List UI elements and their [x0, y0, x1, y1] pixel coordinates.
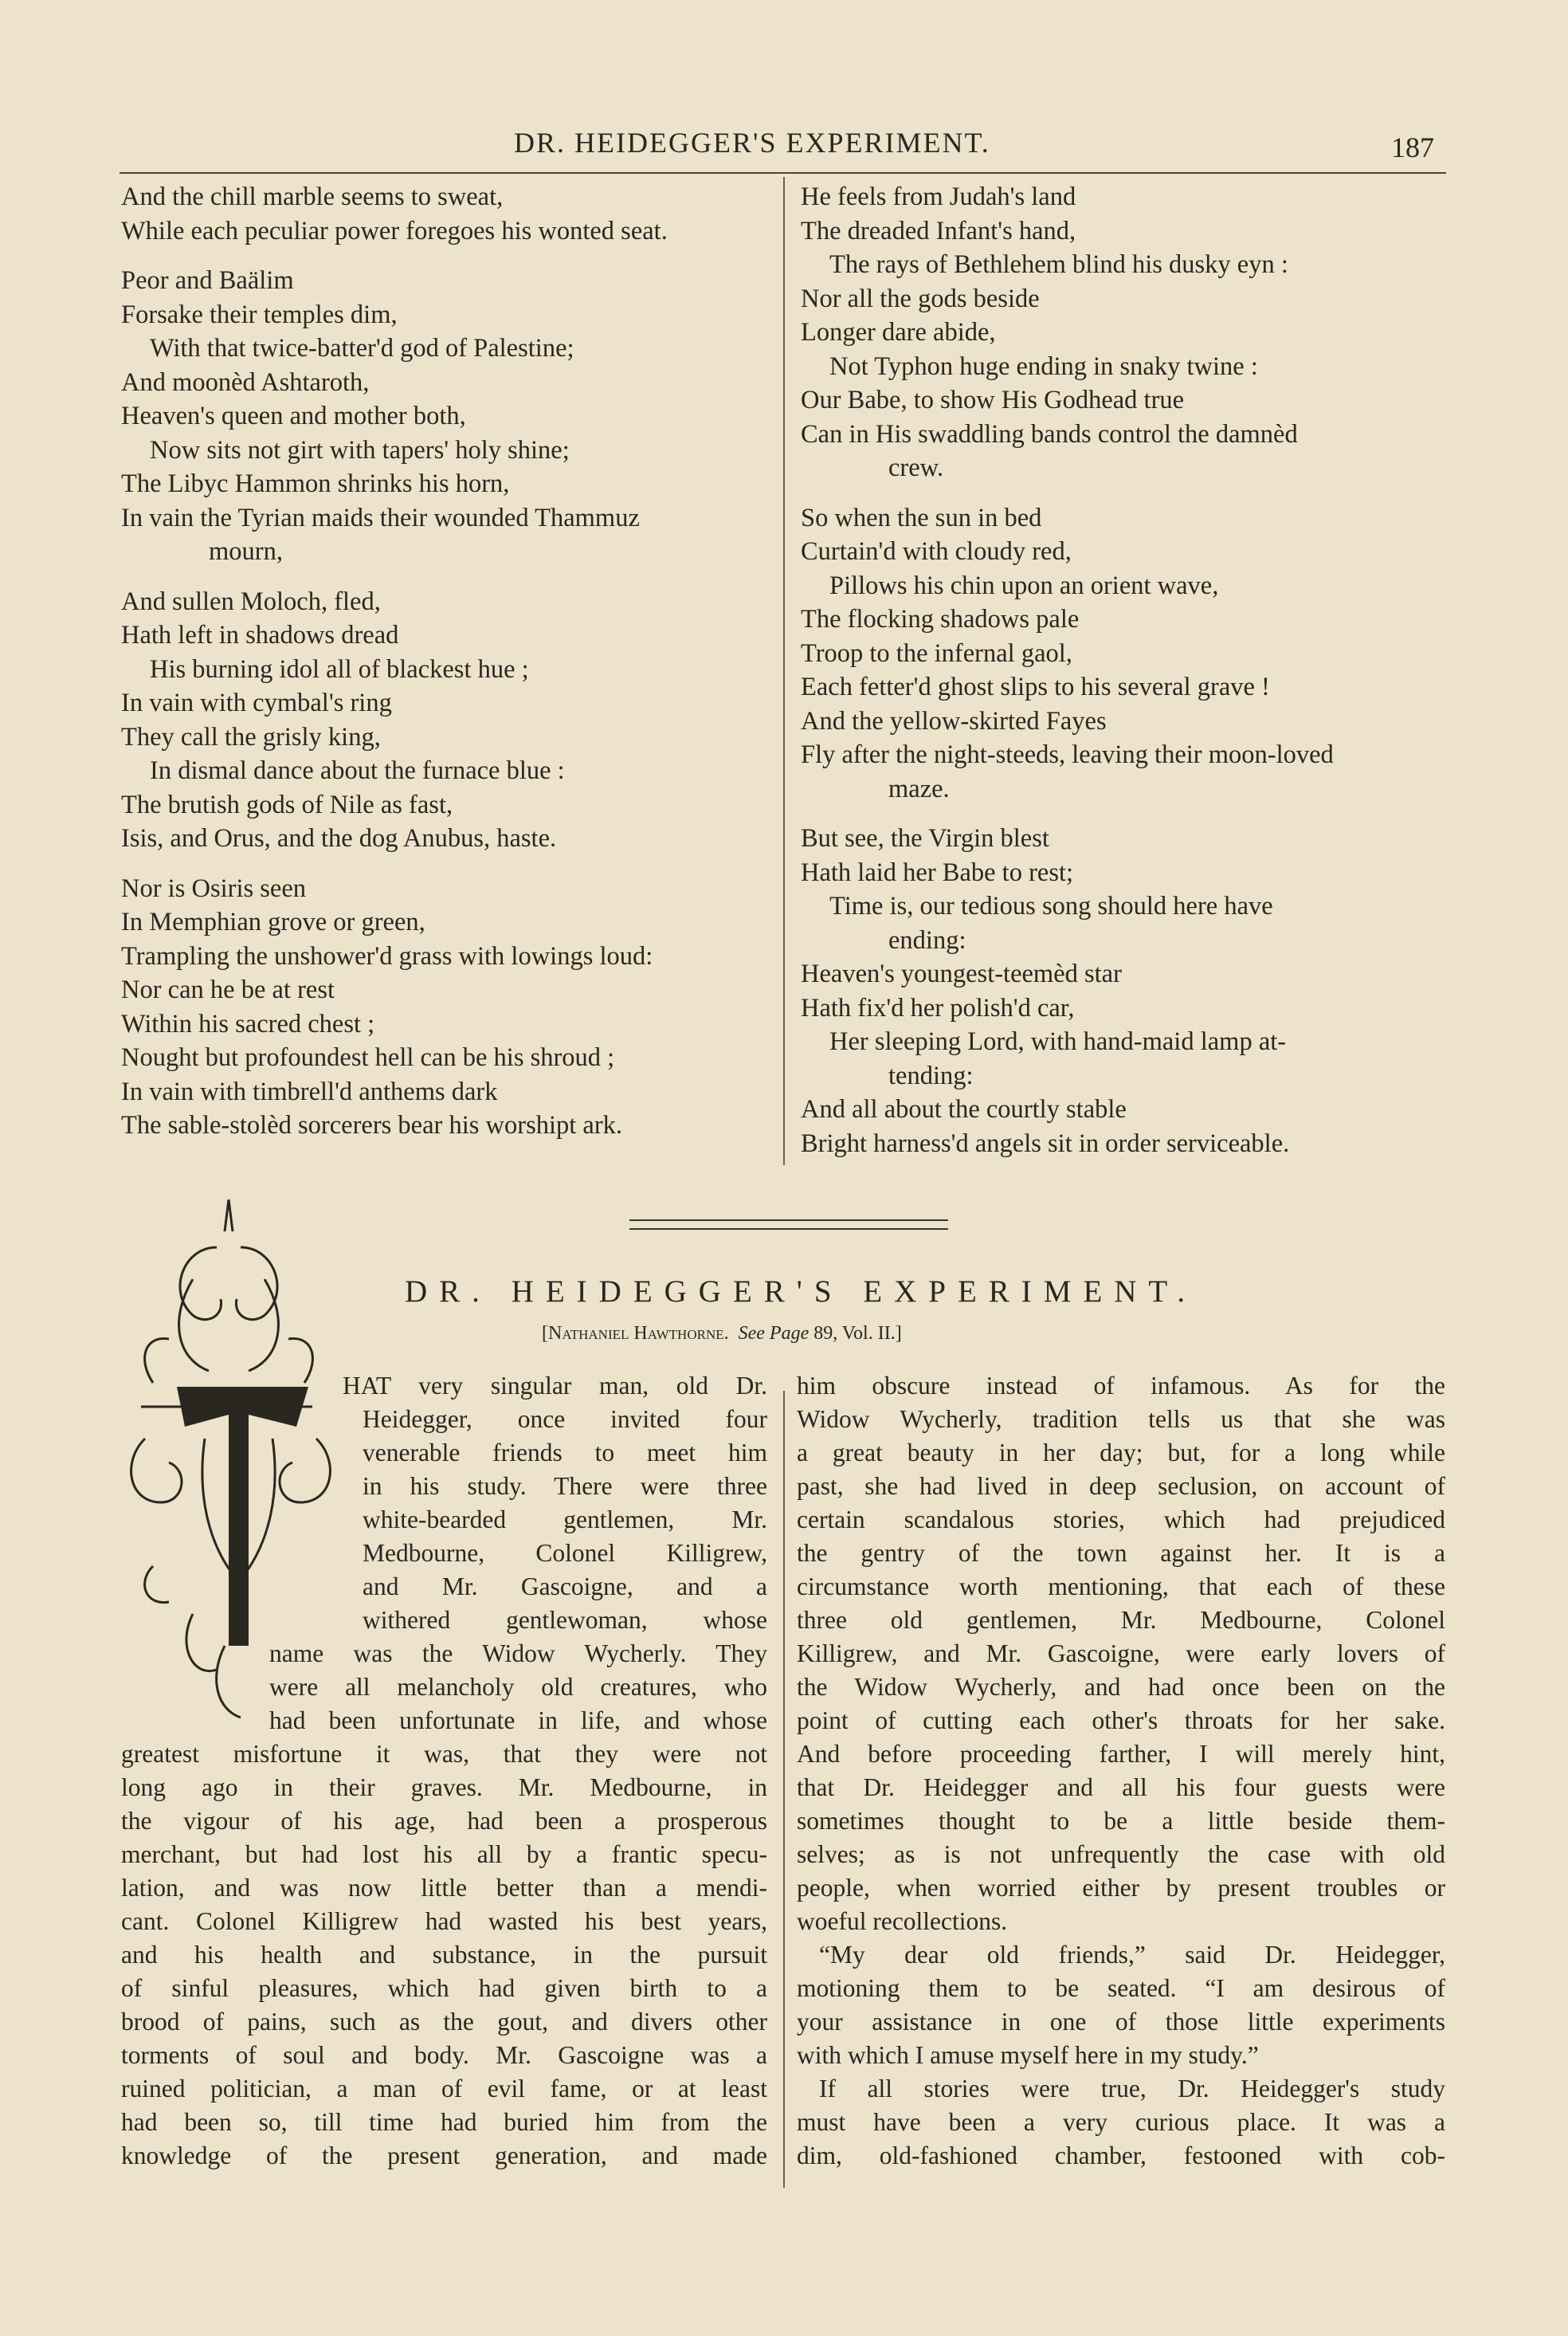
poem-line: Hath laid her Babe to rest; [801, 858, 1074, 887]
byline-ref: 89, Vol. II.] [809, 1323, 902, 1344]
poem-line: The Libyc Hammon shrinks his horn, [121, 469, 510, 498]
story-line: certain scandalous stories, which had prejudiced [797, 1506, 1445, 1533]
story-byline [542, 1323, 902, 1345]
story-line: selves; as is not unfrequently the case with old [797, 1840, 1445, 1868]
poem-line: Curtain'd with cloudy red, [801, 537, 1072, 566]
poem-line: Now sits not girt with tapers' holy shine; [150, 435, 570, 465]
poem-right-column [801, 180, 1454, 1160]
story-column-divider [783, 1391, 785, 2188]
story-line: the Widow Wycherly, and had once been on the [797, 1673, 1445, 1701]
stanza-gap [801, 485, 1454, 501]
story-line: Widow Wycherly, tradition tells us that she was [797, 1405, 1445, 1433]
poem-line: crew. [888, 453, 944, 482]
poem-line: The sable-stolèd sorcerers bear his worshipt ark. [121, 1111, 623, 1140]
story-line: ruined politician, a man of evil fame, or at least [121, 2075, 767, 2102]
poem-line: Trampling the unshower'd grass with lowings loud: [121, 941, 653, 971]
story-line: knowledge of the present generation, and made [121, 2142, 767, 2169]
poem-line: tending: [888, 1061, 974, 1090]
poem-line: Forsake their temples dim, [121, 300, 398, 329]
poem-line: Troop to the infernal gaol, [801, 638, 1072, 668]
poem-line: The flocking shadows pale [801, 605, 1080, 634]
poem-line: The brutish gods of Nile as fast, [121, 790, 453, 819]
byline-see: See Page [738, 1323, 809, 1344]
poem-line: While each peculiar power foregoes his wonted seat. [121, 216, 668, 245]
story-line: name was the Widow Wycherly. They [269, 1639, 767, 1667]
poem-left-column [121, 180, 778, 1143]
story-line: motioning them to be seated. “I am desirous of [797, 1974, 1445, 2002]
story-line: lation, and was now little better than a mendi- [121, 1874, 767, 1902]
story-line: people, when worried either by present troubles or [797, 1874, 1445, 1902]
poem-line: They call the grisly king, [121, 722, 381, 752]
story-line: past, she had lived in deep seclusion, on account of [797, 1472, 1445, 1500]
story-line: venerable friends to meet him [363, 1439, 767, 1466]
story-line: If all stories were true, Dr. Heidegger's study [819, 2075, 1445, 2102]
story-line: three old gentlemen, Mr. Medbourne, Colonel [797, 1606, 1445, 1634]
story-line: Medbourne, Colonel Killigrew, [363, 1539, 767, 1567]
story-line: a great beauty in her day; but, for a long while [797, 1439, 1445, 1466]
poem-line: Time is, our tedious song should here have [829, 892, 1273, 921]
stanza-gap [121, 569, 778, 585]
poem-line: And all about the courtly stable [801, 1095, 1127, 1124]
story-line: had been unfortunate in life, and whose [269, 1706, 767, 1734]
poem-line: In dismal dance about the furnace blue : [150, 756, 565, 785]
poem-line: Pillows his chin upon an orient wave, [829, 571, 1219, 600]
poem-line: Isis, and Orus, and the dog Anubus, haste. [121, 824, 557, 853]
poem-line: In vain the Tyrian maids their wounded Thammuz [121, 503, 640, 532]
poem-line: Our Babe, to show His Godhead true [801, 386, 1185, 414]
poem-line: Heaven's queen and mother both, [121, 402, 466, 430]
poem-line: Hath fix'd her polish'd car, [801, 993, 1075, 1023]
story-line: brood of pains, such as the gout, and divers other [121, 2008, 767, 2036]
poem-line: ending: [888, 925, 966, 955]
story-line: Heidegger, once invited four [363, 1405, 767, 1433]
poem-line: Nor can he be at rest [121, 976, 335, 1004]
byline-open: [ [542, 1323, 548, 1344]
poem-line: And moonèd Ashtaroth, [121, 367, 370, 397]
poem-line: With that twice-batter'd god of Palestine; [150, 334, 574, 363]
page-number: 187 [1391, 132, 1434, 163]
story-line: that Dr. Heidegger and all his four guests were [797, 1773, 1445, 1801]
poem-line: He feels from Judah's land [801, 183, 1076, 211]
poem-line: Longer dare abide, [801, 318, 996, 347]
story-line: merchant, but had lost his all by a frantic specu- [121, 1840, 767, 1868]
story-line: him obscure instead of infamous. As for the [797, 1372, 1445, 1400]
story-line: dim, old-fashioned chamber, festooned with cob- [797, 2142, 1445, 2169]
story-line: sometimes thought to be a little beside them- [797, 1807, 1445, 1835]
story-right-column [797, 1369, 1445, 2173]
stanza-gap [801, 806, 1454, 822]
poem-line: But see, the Virgin blest [801, 824, 1049, 853]
story-line: torments of soul and body. Mr. Gascoigne was a [121, 2041, 767, 2069]
poem-column-divider [783, 177, 785, 1165]
running-title: DR. HEIDEGGER'S EXPERIMENT. [514, 127, 990, 159]
story-line: withered gentlewoman, whose [363, 1606, 767, 1634]
story-line: greatest misfortune it was, that they were not [121, 1740, 767, 1768]
story-line: HAT very singular man, old Dr. [343, 1372, 767, 1400]
story-line: and Mr. Gascoigne, and a [363, 1572, 767, 1600]
story-line: point of cutting each other's throats for her sake. [797, 1706, 1445, 1734]
story-line: the gentry of the town against her. It is a [797, 1539, 1445, 1567]
story-line: Killigrew, and Mr. Gascoigne, were early lovers of [797, 1639, 1445, 1667]
story-line: circumstance worth mentioning, that each of these [797, 1572, 1445, 1600]
poem-line: So when the sun in bed [801, 503, 1042, 532]
story-line: had been so, till time had buried him from the [121, 2108, 767, 2136]
section-rule-bottom [629, 1228, 948, 1230]
byline-author: Nathaniel Hawthorne. [548, 1323, 729, 1344]
poem-line: Within his sacred chest ; [121, 1009, 375, 1038]
stanza-gap [121, 248, 778, 264]
story-line: white-bearded gentlemen, Mr. [363, 1506, 767, 1533]
poem-line: Nor is Osiris seen [121, 874, 306, 903]
story-line: cant. Colonel Killigrew had wasted his best years, [121, 1907, 767, 1935]
poem-line: And the yellow-skirted Fayes [801, 706, 1107, 736]
poem-line: The dreaded Infant's hand, [801, 216, 1076, 245]
poem-line: Can in His swaddling bands control the damnèd [801, 419, 1298, 449]
poem-line: In Memphian grove or green, [121, 908, 425, 936]
story-line: the vigour of his age, had been a prosperous [121, 1807, 767, 1835]
poem-line: Not Typhon huge ending in snaky twine : [829, 351, 1258, 381]
story-line: your assistance in one of those little experiments [797, 2008, 1445, 2036]
poem-line: mourn, [209, 537, 283, 566]
poem-line: Hath left in shadows dread [121, 621, 399, 650]
poem-line: And sullen Moloch, fled, [121, 587, 381, 616]
poem-line: In vain with timbrell'd anthems dark [121, 1077, 498, 1106]
poem-line: Her sleeping Lord, with hand-maid lamp at- [829, 1027, 1287, 1056]
story-line: and his health and substance, in the pursuit [121, 1941, 767, 1969]
poem-line: Bright harness'd angels sit in order serviceable. [801, 1129, 1290, 1158]
story-line: “My dear old friends,” said Dr. Heidegger, [819, 1941, 1445, 1969]
poem-line: Nought but profoundest hell can be his shroud ; [121, 1043, 615, 1072]
poem-line: maze. [888, 774, 950, 803]
header-rule [120, 172, 1446, 174]
poem-line: In vain with cymbal's ring [121, 689, 392, 717]
story-line: woeful recollections. [797, 1907, 1008, 1935]
poem-line: Each fetter'd ghost slips to his several grave ! [801, 673, 1270, 701]
stanza-gap [121, 856, 778, 872]
story-title: DR. HEIDEGGER'S EXPERIMENT. [405, 1274, 1198, 1309]
running-head [120, 126, 1434, 161]
poem-line: Heaven's youngest-teemèd star [801, 960, 1122, 988]
story-line: must have been a very curious place. It was a [797, 2108, 1445, 2136]
section-rule-top [629, 1219, 948, 1221]
initial-t-glyph [177, 1387, 308, 1646]
story-line: in his study. There were three [363, 1472, 767, 1500]
poem-line: Peor and Baälim [121, 266, 294, 295]
story-line: And before proceeding farther, I will merely hint, [797, 1740, 1445, 1768]
story-line: long ago in their graves. Mr. Medbourne, in [121, 1773, 767, 1801]
story-line: were all melancholy old creatures, who [269, 1673, 767, 1701]
story-line: of sinful pleasures, which had given birth to a [121, 1974, 767, 2002]
poem-line: Nor all the gods beside [801, 284, 1040, 313]
poem-line: The rays of Bethlehem blind his dusky eyn : [829, 250, 1288, 279]
story-line: with which I amuse myself here in my study.” [797, 2041, 1259, 2069]
poem-line: And the chill marble seems to sweat, [121, 183, 504, 211]
poem-line: His burning idol all of blackest hue ; [150, 654, 529, 684]
poem-line: Fly after the night-steeds, leaving their moon-loved [801, 740, 1334, 769]
